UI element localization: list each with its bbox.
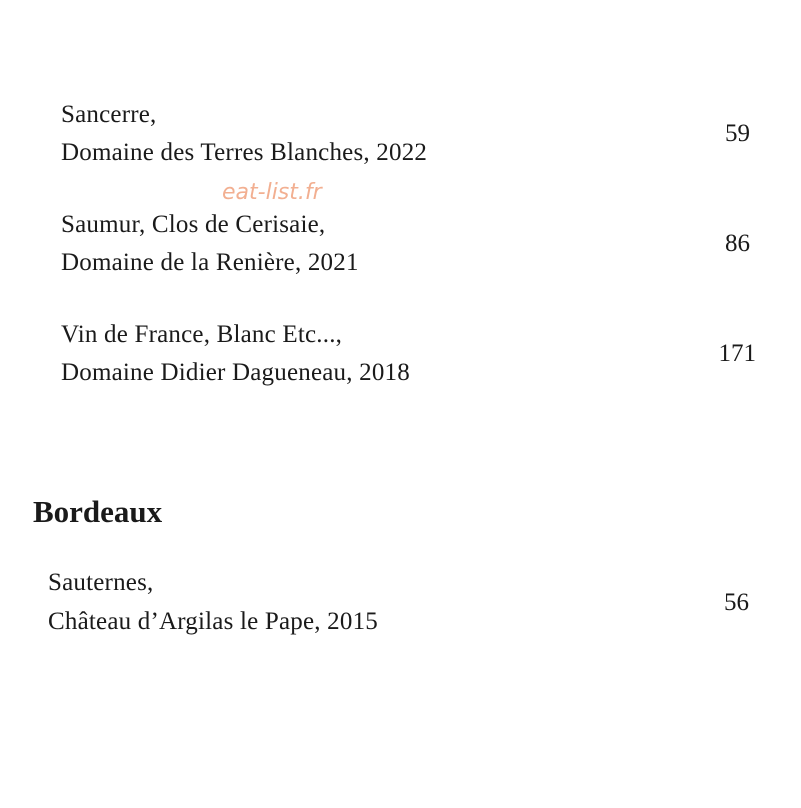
- wine-item-1-price: 59: [725, 120, 750, 147]
- wine-item-4-producer: Château d’Argilas le Pape, 2015: [48, 608, 378, 635]
- wine-item-2-price: 86: [725, 230, 750, 257]
- wine-item-3-name: Vin de France, Blanc Etc...,: [61, 321, 343, 348]
- wine-item-3-producer: Domaine Didier Dagueneau, 2018: [61, 359, 410, 386]
- wine-item-2-producer: Domaine de la Renière, 2021: [61, 249, 359, 276]
- wine-item-1-name: Sancerre,: [61, 101, 157, 128]
- section-title-bordeaux: Bordeaux: [33, 494, 163, 529]
- wine-item-4-price: 56: [724, 589, 749, 616]
- watermark: eat-list.fr: [222, 180, 322, 205]
- wine-item-4-name: Sauternes,: [48, 569, 154, 596]
- wine-item-1-producer: Domaine des Terres Blanches, 2022: [61, 139, 428, 166]
- wine-item-3-price: 171: [718, 340, 756, 367]
- wine-item-2-name: Saumur, Clos de Cerisaie,: [61, 211, 326, 238]
